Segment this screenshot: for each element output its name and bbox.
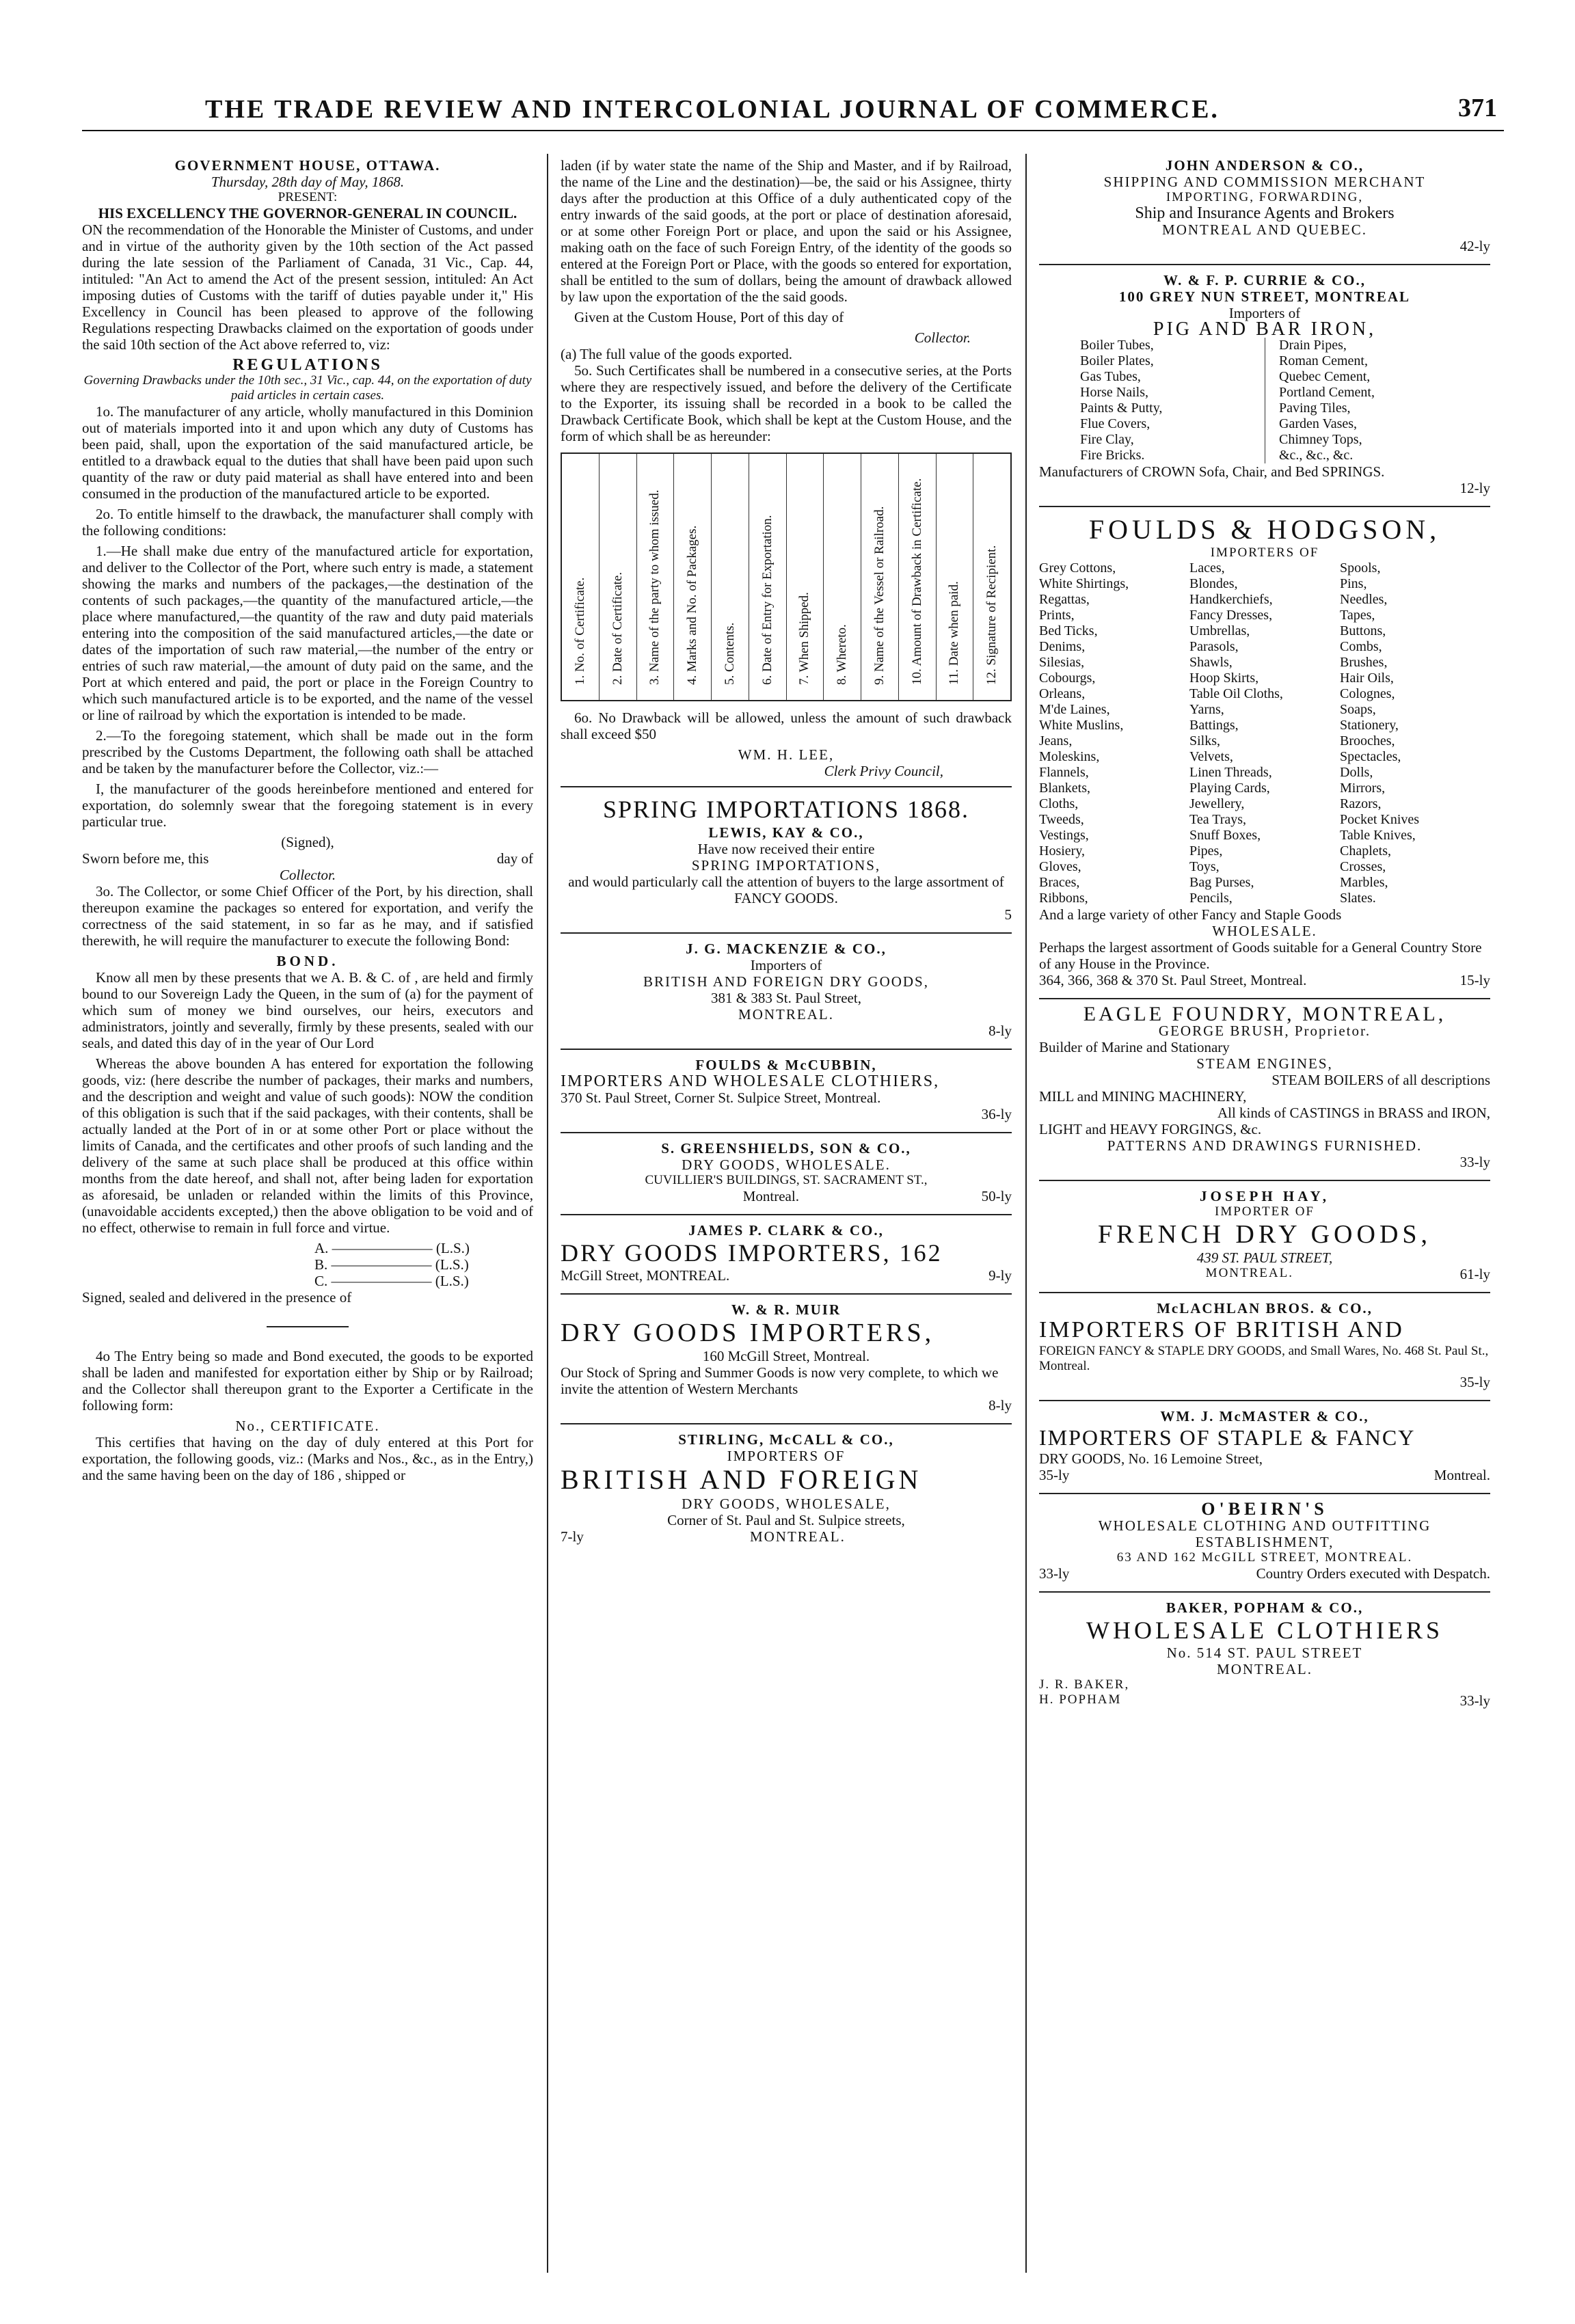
ad-line: MONTREAL.	[1217, 1661, 1312, 1677]
ad-line: LIGHT and HEAVY FORGINGS, &c.	[1039, 1121, 1262, 1137]
list-item: Chaplets,	[1340, 843, 1391, 859]
ad-line: FRENCH DRY GOODS,	[1097, 1220, 1432, 1249]
list-item: Brushes,	[1340, 655, 1388, 670]
ad-firm: STIRLING, McCALL & CO.,	[678, 1431, 894, 1448]
ad-obeirn	[1039, 1501, 1490, 1582]
certificate-title: No., CERTIFICATE.	[235, 1418, 380, 1434]
ad-ref: 42-ly	[1459, 238, 1490, 254]
ad-line: Importers of	[1228, 305, 1301, 321]
ad-line: WHOLESALE CLOTHING AND OUTFITTING ESTABLISHMENT,	[1098, 1517, 1431, 1550]
table-column	[824, 454, 861, 700]
divider	[561, 1423, 1012, 1424]
list-item: Quebec Cement,	[1279, 369, 1371, 384]
list-item: Toys,	[1189, 859, 1220, 874]
ad-line: Ship and Insurance Agents and Brokers	[1135, 204, 1395, 222]
ad-ref: 36-ly	[981, 1106, 1012, 1122]
ad-mackenzie	[561, 941, 1012, 1039]
ad-ref: 9-ly	[988, 1267, 1012, 1284]
ad-line: 364, 366, 368 & 370 St. Paul Street, Montreal.	[1039, 972, 1307, 988]
list-item: Fire Bricks.	[1080, 448, 1145, 463]
list-item: Jeans,	[1039, 733, 1073, 748]
divider	[561, 1214, 1012, 1215]
column-divider	[1025, 154, 1027, 2273]
ad-line: GEORGE BRUSH, Proprietor.	[1158, 1023, 1371, 1039]
list-item: Prints,	[1039, 608, 1075, 623]
ad-ref: 8-ly	[988, 1023, 1012, 1039]
bond-title: BOND.	[276, 953, 339, 969]
table-header: 11. Date when paid.	[947, 581, 962, 685]
table-column	[973, 454, 1010, 700]
ad-ref: 8-ly	[988, 1397, 1012, 1414]
list-item: Boiler Plates,	[1080, 353, 1154, 368]
table-header: 8. Whereto.	[835, 624, 850, 685]
ad-firm: WM. J. McMASTER & CO.,	[1160, 1408, 1369, 1424]
list-item: Bag Purses,	[1189, 875, 1254, 890]
list-item: Flannels,	[1039, 765, 1089, 780]
ad-ref: 61-ly	[1459, 1266, 1490, 1282]
table-header: 7. When Shipped.	[797, 592, 812, 685]
ad-mcmaster	[1039, 1408, 1490, 1483]
ad-line: IMPORTERS OF BRITISH AND	[1039, 1317, 1404, 1342]
table-header: 5. Contents.	[722, 622, 737, 685]
footnote-a: (a) The full value of the goods exported.	[561, 346, 793, 362]
ad-eagle-foundry	[1039, 1003, 1490, 1170]
list-item: Snuff Boxes,	[1189, 828, 1261, 843]
ad-lewis-kay	[561, 794, 1012, 923]
ad-line: Our Stock of Spring and Summer Goods is now very complete, to which we invite the attention of Western Merchants	[561, 1364, 999, 1397]
regulation-2-1: 1.—He shall make due entry of the manufactured article for exportation, and deliver to the Collector of the Port, where such entry is made, a statement showing the marks and numbers of the packages,—the destination of the contents of such packages,—the quantity of the manufactured article,—the place where manufactured,—the quantity of the raw and duty paid materials entering into the composition of the said manufactured articles,—the date or dates of the importation of such raw material,—the number of the entry or entries of such raw material,—the amount of duty paid on the same, and the Port at which entered and paid, the port or place in the Foreign Country to which such manufactured article is to be exported, and the name of the vessel or line of railroad by which the exportation is intended to be made.	[82, 543, 533, 723]
ad-line: IMPORTERS OF	[1210, 545, 1319, 560]
newspaper-page	[82, 89, 1504, 2290]
list-item: Tapes,	[1340, 608, 1375, 623]
ad-footer	[561, 1188, 1012, 1204]
list-item: Gas Tubes,	[1080, 369, 1141, 384]
list-item: Chimney Tops,	[1279, 432, 1362, 447]
ad-line: STEAM BOILERS of all descriptions	[1271, 1072, 1490, 1088]
list-item: White Muslins,	[1039, 718, 1124, 733]
column-middle	[561, 157, 1012, 2276]
table-column	[600, 454, 637, 700]
list-item: &c., &c., &c.	[1279, 448, 1354, 463]
regulation-1: 1o. The manufacturer of any article, wholly manufactured in this Dominion out of materials imported into it and upon which any duty of Customs has been paid, shall, upon the exportation of the said manufactured article, be entitled to a drawback equal to the duties that shall have been paid upon such quantity of the raw or duty paid material as shall have entered into and been consumed in the production of the manufactured article to be exported.	[82, 403, 533, 502]
table-column	[749, 454, 787, 700]
divider	[1039, 1400, 1490, 1401]
regulation-4: 4o The Entry being so made and Bond executed, the goods to be exported shall be laden and manifested for exportation either by Ship or by Railroad; and the Collector shall thereupon grant to the Exporter a Certificate in the following form:	[82, 1348, 533, 1414]
signatory-name: WM. H. LEE,	[738, 746, 835, 763]
list-item: Gloves,	[1039, 859, 1081, 874]
ad-line: MONTREAL AND QUEBEC.	[1162, 221, 1367, 238]
council-heading: HIS EXCELLENCY THE GOVERNOR-GENERAL IN COUNCIL.	[98, 205, 517, 221]
table-header: 2. Date of Certificate.	[610, 571, 625, 685]
ad-line: STEAM ENGINES,	[1196, 1055, 1333, 1072]
ad-firm: BAKER, POPHAM & CO.,	[1166, 1599, 1364, 1616]
list-item: Horse Nails,	[1080, 385, 1148, 400]
list-item: Drain Pipes,	[1279, 338, 1347, 353]
list-item: Velvets,	[1189, 749, 1233, 764]
order-date: Thursday, 28th day of May, 1868.	[211, 174, 405, 190]
bond-text: Know all men by these presents that we A. B. & C. of , are held and firmly bound to our Sovereign Lady the Queen, in the sum of (a) for the payment of which sum of money we bind ourselves, our heirs, executors and administrators, jointly and severally, firmly by these presents, sealed with our seals, and dated this day of in the year of Our Lord	[82, 969, 533, 1051]
oath-text: I, the manufacturer of the goods hereinbefore mentioned and entered for exportation, do solemnly swear that the foregoing statement is in every particular true.	[82, 781, 533, 830]
list-item: Combs,	[1340, 639, 1382, 654]
list-item: Paving Tiles,	[1279, 401, 1351, 416]
ad-line: DRY GOODS, WHOLESALE,	[682, 1496, 891, 1512]
list-item: Razors,	[1340, 796, 1382, 811]
ad-stirling	[561, 1431, 1012, 1545]
ad-line: DRY GOODS IMPORTERS,	[561, 1319, 935, 1347]
table-header: 1. No. of Certificate.	[572, 577, 587, 685]
ad-line: H. POPHAM	[1039, 1692, 1122, 1707]
table-column	[899, 454, 937, 700]
list-item: Blondes,	[1189, 576, 1238, 591]
table-header: 9. Name of the Vessel or Railroad.	[872, 506, 887, 685]
ad-ref: 12-ly	[1459, 480, 1490, 496]
list-item: Moleskins,	[1039, 749, 1100, 764]
list-item: Mirrors,	[1340, 781, 1386, 796]
ad-firm: JOHN ANDERSON & CO.,	[1165, 157, 1364, 174]
ad-footer	[561, 1267, 1012, 1284]
list-item: White Shirtings,	[1039, 576, 1129, 591]
ad-line: IMPORTERS OF STAPLE & FANCY	[1039, 1425, 1416, 1450]
list-item: Flue Covers,	[1080, 416, 1150, 431]
ad-line: Importers of	[750, 957, 822, 973]
list-item: Spectacles,	[1340, 749, 1401, 764]
list-item: Garden Vases,	[1279, 416, 1358, 431]
order-intro	[82, 221, 533, 353]
ad-firm: W. & R. MUIR	[731, 1301, 842, 1318]
ad-ref: 7-ly	[561, 1528, 584, 1545]
list-item: Braces,	[1039, 875, 1080, 890]
ad-line: BRITISH AND FOREIGN	[561, 1464, 922, 1495]
ad-footer	[1039, 1692, 1490, 1709]
ad-clark	[561, 1222, 1012, 1284]
list-item: Linen Threads,	[1189, 765, 1272, 780]
column-right	[1039, 157, 1490, 2276]
cert-collector: Collector.	[914, 329, 971, 346]
list-item: Blankets,	[1039, 781, 1090, 796]
ad-line: MILL and MINING MACHINERY,	[1039, 1088, 1247, 1105]
column-divider	[547, 154, 548, 2273]
ad-firm: J. G. MACKENZIE & CO.,	[686, 941, 887, 957]
ad-line: Montreal.	[1433, 1467, 1490, 1483]
seal-line: B. ——————— (L.S.)	[314, 1256, 469, 1273]
ad-line: and would particularly call the attention of buyers to the large assortment of FANCY GOODS.	[568, 874, 1004, 906]
list-item: Ribbons,	[1039, 891, 1088, 906]
table-column	[562, 454, 600, 700]
column-left	[82, 157, 533, 2276]
ad-line: Perhaps the largest assortment of Goods suitable for a General Country Store of any House in the Province.	[1039, 939, 1482, 972]
product-list	[1039, 338, 1490, 463]
seal-lines	[82, 1240, 533, 1289]
list-item: Pipes,	[1189, 843, 1223, 859]
certificate-text: This certifies that having on the day of duly entered at this Port for exportation, the following goods, viz.: (Marks and Nos., &c., as in the Entry,) and the same having been on the day of 186 , shipped or	[82, 1434, 533, 1483]
page-number: 371	[1458, 94, 1497, 122]
regulation-6: 6o. No Drawback will be allowed, unless the amount of such drawback shall exceed $50	[561, 710, 1012, 742]
list-item: Tea Trays,	[1189, 812, 1247, 827]
ad-greenshields	[561, 1140, 1012, 1204]
oath-collector: Collector.	[279, 867, 336, 883]
ad-line: McGill Street, MONTREAL.	[561, 1267, 730, 1284]
ad-mclachlan	[1039, 1300, 1490, 1390]
ad-line: Montreal.	[742, 1188, 799, 1204]
ad-heading: SPRING IMPORTATIONS 1868.	[602, 796, 970, 823]
sworn-day: day of	[496, 850, 533, 867]
ad-line: PIG AND BAR IRON,	[1153, 319, 1377, 340]
oath-signed: (Signed),	[281, 834, 334, 850]
list-item: Slates.	[1340, 891, 1376, 906]
certificate-continued: laden (if by water state the name of the Ship and Master, and if by Railroad, the name of the Line and the destination)—be, the said or his Assignee, thirty days after the production at this Office of a duly authenticated copy of the entry inwards of the said goods, at the port or place of destination aforesaid, or at some other Foreign Port or place, and upon the said or his Assignee, making oath on the face of such Foreign Entry, of the identity of the goods so entered at the Foreign Port or Place, with the goods so entered for exportation, shall be entitled to the sum of dollars, being the amount of drawback allowed by law upon the exportation of the the said goods.	[561, 157, 1012, 305]
ad-foulds-hodgson	[1039, 514, 1490, 988]
divider	[267, 1326, 349, 1327]
ad-line: 100 GREY NUN STREET, MONTREAL	[1118, 288, 1411, 305]
ad-line: IMPORTERS AND WHOLESALE CLOTHIERS,	[561, 1072, 940, 1090]
regulations-title: REGULATIONS	[232, 356, 383, 374]
ad-line: MONTREAL.	[738, 1006, 834, 1023]
list-item: Pocket Knives	[1340, 812, 1420, 827]
drawback-book-table	[561, 452, 1012, 701]
table-header: 6. Date of Entry for Exportation.	[759, 515, 775, 685]
table-column	[937, 454, 974, 700]
seal-line: C. ——————— (L.S.)	[314, 1273, 469, 1289]
sworn-label: Sworn before me, this	[82, 850, 209, 867]
list-item: Yarns,	[1189, 702, 1224, 717]
regulation-3: 3o. The Collector, or some Chief Officer of the Port, by his direction, shall thereupon examine the packages so entered for exportation, and verify the correctness of the said statement, in so far as he may, and if satisfied therewith, he will require the manufacturer to execute the following Bond:	[82, 883, 533, 949]
divider	[1039, 1591, 1490, 1593]
list-item: Regattas,	[1039, 592, 1090, 607]
list-item: Fancy Dresses,	[1189, 608, 1273, 623]
list-item: Colognes,	[1340, 686, 1395, 701]
list-item: Table Knives,	[1340, 828, 1416, 843]
ad-line: IMPORTING, FORWARDING,	[1166, 190, 1364, 204]
ad-muir	[561, 1301, 1012, 1414]
table-header: 12. Signature of Recipient.	[984, 545, 999, 685]
divider	[561, 1293, 1012, 1295]
signatory-title: Clerk Privy Council,	[824, 763, 943, 779]
ad-footer	[1039, 1565, 1490, 1582]
ad-foulds-mccubbin	[561, 1057, 1012, 1122]
ad-footer	[1039, 1266, 1490, 1282]
list-item: Laces,	[1189, 560, 1225, 576]
ad-ref: 5	[1004, 906, 1012, 923]
list-item: Silks,	[1189, 733, 1221, 748]
ad-footer	[1039, 972, 1490, 988]
ad-line: Manufacturers of CROWN Sofa, Chair, and Bed SPRINGS.	[1039, 463, 1385, 480]
ad-line: BRITISH AND FOREIGN DRY GOODS,	[643, 973, 929, 990]
list-item: Pins,	[1340, 576, 1367, 591]
list-item: Buttons,	[1340, 623, 1386, 638]
ad-firm: FOULDS & McCUBBIN,	[695, 1057, 877, 1073]
list-item: Paints & Putty,	[1080, 401, 1163, 416]
ad-line: IMPORTER OF	[1215, 1204, 1315, 1219]
divider	[1039, 506, 1490, 507]
divider	[561, 932, 1012, 934]
ad-line: SHIPPING AND COMMISSION MERCHANT	[1103, 174, 1426, 190]
divider	[561, 1132, 1012, 1133]
list-item: Dolls,	[1340, 765, 1373, 780]
government-house: GOVERNMENT HOUSE, OTTAWA.	[174, 157, 441, 174]
ad-line: 439 ST. PAUL STREET,	[1196, 1249, 1333, 1266]
ad-firm: FOULDS & HODGSON,	[1088, 514, 1441, 545]
divider	[561, 786, 1012, 787]
ad-line: Country Orders executed with Despatch.	[1256, 1565, 1490, 1582]
divider	[1039, 998, 1490, 999]
list-item: Pencils,	[1189, 891, 1233, 906]
ad-footer	[561, 1528, 1012, 1545]
ad-line: No. 514 ST. PAUL STREET	[1166, 1645, 1363, 1661]
table-column	[674, 454, 712, 700]
list-item: Cloths,	[1039, 796, 1079, 811]
table-column	[637, 454, 675, 700]
list-item: Table Oil Cloths,	[1189, 686, 1283, 701]
ad-firm: W. & F. P. CURRIE & CO.,	[1163, 272, 1366, 288]
divider	[1039, 264, 1490, 265]
list-item: Battings,	[1189, 718, 1239, 733]
goods-list	[1039, 560, 1490, 906]
list-item: Vestings,	[1039, 828, 1089, 843]
list-item: Hoop Skirts,	[1189, 671, 1259, 686]
ad-ref: 35-ly	[1459, 1374, 1490, 1390]
list-item: Cobourgs,	[1039, 671, 1096, 686]
goods-list-c	[1340, 560, 1490, 906]
order-intro-text: ON the recommendation of the Honorable the Minister of Customs, and under and in virtue of the authority given by the 10th section of the Act passed during the late session of the Parliament of Canada, 31 Vic., Cap. 44, intituled: "An Act to amend the Act of the present session, intituled: An Act imposing duties of Customs with the tariff of duties payable under it," His Excellency in Council has been pleased to approve of the following Regulations respecting Drawbacks claimed on the exportation of goods under the said 10th section of the Act above referred to, viz:	[82, 221, 533, 353]
ad-ref: 50-ly	[981, 1188, 1012, 1204]
list-item: Shawls,	[1189, 655, 1233, 670]
ad-line: J. R. BAKER,	[1039, 1677, 1130, 1692]
product-list-right	[1265, 338, 1449, 463]
regulation-5: 5o. Such Certificates shall be numbered in a consecutive series, at the Ports where they are respectively issued, and before the delivery of the Certificate to the Exporter, its issuing shall be recorded in a book to be called the Drawback Certificate Book, which shall be kept at the Custom House, and the form of which shall be as hereunder:	[561, 362, 1012, 444]
list-item: Hosiery,	[1039, 843, 1086, 859]
list-item: Denims,	[1039, 639, 1086, 654]
list-item: M'de Laines,	[1039, 702, 1110, 717]
ad-firm: McLACHLAN BROS. & CO.,	[1157, 1300, 1373, 1316]
ad-line: MONTREAL.	[749, 1528, 846, 1545]
list-item: Fire Clay,	[1080, 432, 1134, 447]
list-item: Needles,	[1340, 592, 1388, 607]
list-item: Crosses,	[1340, 859, 1386, 874]
table-header: 4. Marks and No. of Packages.	[685, 525, 700, 685]
ad-line: 160 McGill Street, Montreal.	[702, 1348, 870, 1364]
list-item: Orleans,	[1039, 686, 1086, 701]
ad-line: Builder of Marine and Stationary	[1039, 1039, 1230, 1055]
list-item: Silesias,	[1039, 655, 1085, 670]
page-title: THE TRADE REVIEW AND INTERCOLONIAL JOURNAL OF COMMERCE.	[205, 95, 1220, 124]
whereas-text: Whereas the above bounden A has entered for exportation the following goods, viz: (here describe the number of packages, their marks and numbers, and the description and weight and value of such goods): NOW the condition of this obligation is such that if the said packages, with their contents, shall be actually landed at the Port of in or at some other Port or place without the limits of Canada, and the certificates and other proofs of such landing and the delivery of the same at such place shall be produced at this office within months from the date hereof, and shall not, after being laden for exportation as aforesaid, be unladen or relanded within the limits of this Province, (unavoidable accidents excepted,) then the above obligation to be void and of no effect, otherwise to remain in full force and virtue.	[82, 1055, 533, 1236]
list-item: Umbrellas,	[1189, 623, 1250, 638]
table-column	[861, 454, 899, 700]
ad-line: DRY GOODS IMPORTERS, 162	[561, 1239, 943, 1267]
page-header	[82, 89, 1504, 131]
ad-footer	[1039, 1467, 1490, 1483]
divider	[1039, 1292, 1490, 1293]
ad-firm: JOSEPH HAY,	[1200, 1188, 1330, 1204]
list-item: Boiler Tubes,	[1080, 338, 1154, 353]
ad-line: And a large variety of other Fancy and Staple Goods	[1039, 906, 1342, 923]
product-list-left	[1080, 338, 1265, 463]
ad-firm: JAMES P. CLARK & CO.,	[688, 1222, 884, 1239]
ad-line: IMPORTERS OF	[727, 1448, 846, 1464]
table-column	[787, 454, 824, 700]
ad-ref: 35-ly	[1039, 1467, 1070, 1483]
ad-firm: S. GREENSHIELDS, SON & CO.,	[661, 1140, 911, 1157]
ad-firm: EAGLE FOUNDRY, MONTREAL,	[1083, 1003, 1446, 1025]
list-item: Handkerchiefs,	[1189, 592, 1273, 607]
list-item: Bed Ticks,	[1039, 623, 1098, 638]
ad-ref: 15-ly	[1459, 972, 1490, 988]
ad-line: Have now received their entire	[697, 841, 875, 857]
ad-joseph-hay	[1039, 1188, 1490, 1282]
table-header: 10. Amount of Drawback in Certificate.	[909, 478, 924, 685]
ad-line: CUVILLIER'S BUILDINGS, ST. SACRAMENT ST.,	[645, 1173, 928, 1187]
list-item: Roman Cement,	[1279, 353, 1368, 368]
ad-line: DRY GOODS, WHOLESALE.	[682, 1157, 891, 1173]
goods-list-b	[1189, 560, 1340, 906]
regulations-subtitle: Governing Drawbacks under the 10th sec., 31 Vic., cap. 44, on the exportation of duty paid articles in certain cases.	[83, 373, 532, 403]
list-item: Spools,	[1340, 560, 1381, 576]
ad-line: MONTREAL.	[1205, 1266, 1293, 1280]
ad-line: All kinds of CASTINGS in BRASS and IRON,	[1217, 1105, 1490, 1121]
list-item: Soaps,	[1340, 702, 1376, 717]
list-item: Tweeds,	[1039, 812, 1084, 827]
table-column	[712, 454, 749, 700]
ad-firm: O'BEIRN'S	[1201, 1499, 1328, 1519]
ad-ref: 33-ly	[1459, 1692, 1490, 1709]
ad-firm: LEWIS, KAY & CO.,	[708, 824, 864, 841]
ad-line: PATTERNS AND DRAWINGS FURNISHED.	[1107, 1137, 1423, 1154]
ad-line: WHOLESALE CLOTHIERS	[1086, 1617, 1443, 1644]
ad-ref: 33-ly	[1459, 1154, 1490, 1170]
ad-baker-popham	[1039, 1599, 1490, 1709]
divider	[1039, 1180, 1490, 1181]
ad-anderson	[1039, 157, 1490, 254]
ad-line: Corner of St. Paul and St. Sulpice streets,	[667, 1512, 905, 1528]
ad-line: 63 AND 162 McGILL STREET, MONTREAL.	[1116, 1550, 1413, 1565]
ad-ref: 33-ly	[1039, 1565, 1070, 1582]
ad-line: 370 St. Paul Street, Corner St. Sulpice Street, Montreal.	[561, 1090, 881, 1106]
regulation-2: 2o. To entitle himself to the drawback, the manufacturer shall comply with the following conditions:	[82, 506, 533, 539]
list-item: Hair Oils,	[1340, 671, 1394, 686]
list-item: Stationery,	[1340, 718, 1399, 733]
divider	[561, 1049, 1012, 1050]
list-item: Portland Cement,	[1279, 385, 1375, 400]
sworn-line	[82, 850, 533, 867]
list-item: Marbles,	[1340, 875, 1388, 890]
ad-line: SPRING IMPORTATIONS,	[691, 857, 881, 874]
seal-line: A. ——————— (L.S.)	[314, 1240, 470, 1256]
list-item: Playing Cards,	[1189, 781, 1270, 796]
list-item: Brooches,	[1340, 733, 1395, 748]
present-label: PRESENT:	[278, 190, 338, 204]
table-header: 3. Name of the party to whom issued.	[647, 489, 662, 685]
ad-currie	[1039, 272, 1490, 496]
divider	[1039, 1493, 1490, 1494]
list-item: Jewellery,	[1189, 796, 1245, 811]
regulation-2-2: 2.—To the foregoing statement, which shall be made out in the form prescribed by the Customs Department, the following oath shall be attached and be taken by the manufacturer before the Collector, viz.:—	[82, 727, 533, 776]
list-item: Parasols,	[1189, 639, 1239, 654]
goods-list-a	[1039, 560, 1189, 906]
given-at: Given at the Custom House, Port of this day of	[574, 309, 844, 325]
sealed-delivered: Signed, sealed and delivered in the presence of	[82, 1289, 352, 1306]
ad-line: WHOLESALE.	[1212, 923, 1317, 939]
ad-line: FOREIGN FANCY & STAPLE DRY GOODS, and Small Wares, No. 468 St. Paul St., Montreal.	[1039, 1344, 1489, 1373]
ad-line: DRY GOODS, No. 16 Lemoine Street,	[1039, 1450, 1263, 1467]
list-item: Grey Cottons,	[1039, 560, 1116, 576]
ad-line: 381 & 383 St. Paul Street,	[711, 990, 861, 1006]
